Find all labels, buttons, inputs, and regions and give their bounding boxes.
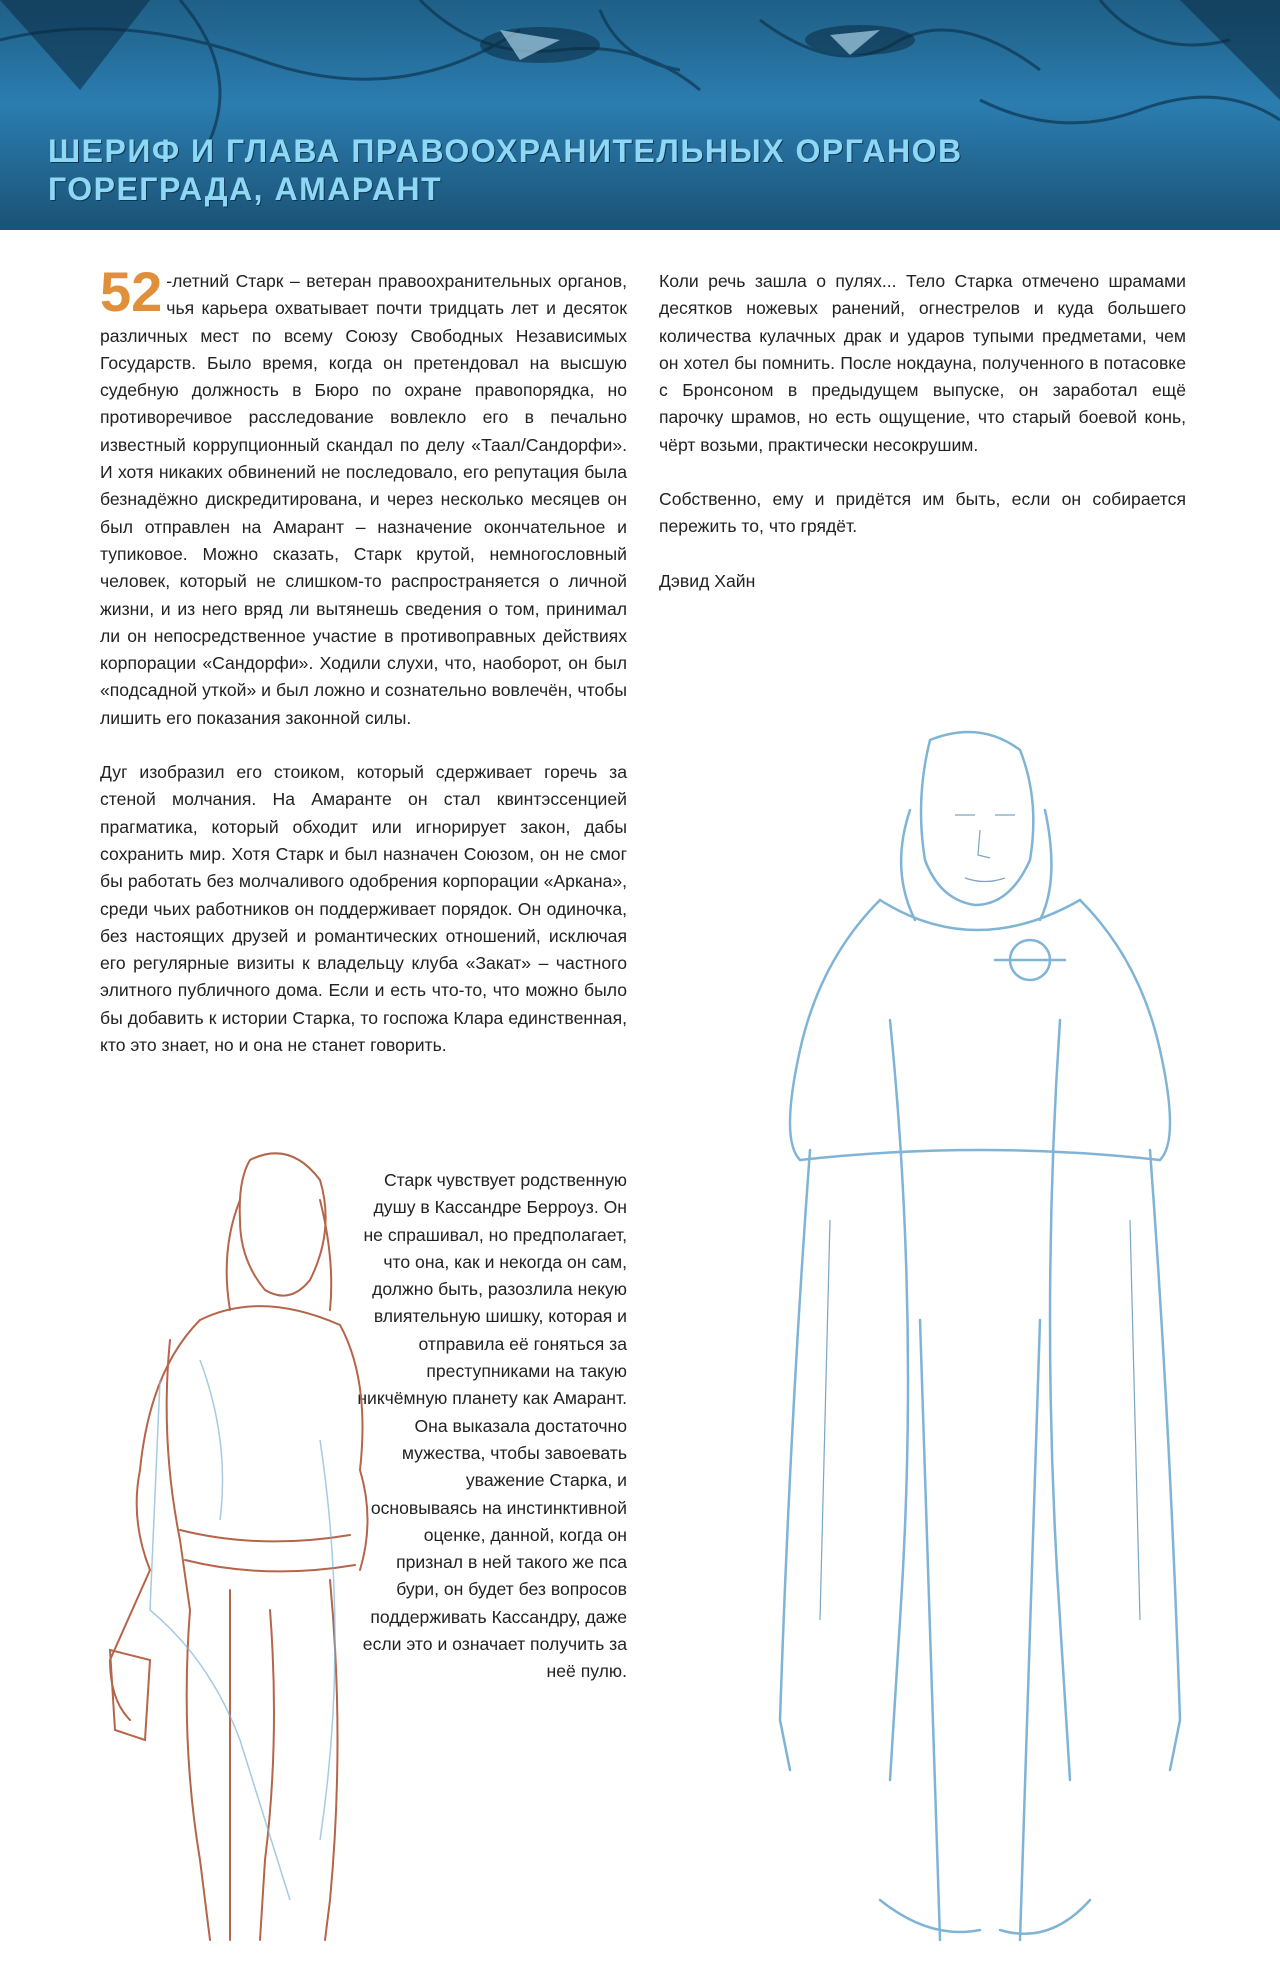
header-banner (0, 0, 1280, 230)
stark-coat-sketch (740, 720, 1200, 1960)
paragraph-scars: Коли речь зашла о пулях... Тело Старка отмечено шрамами десятков ножевых ранений, огнестрелов и куда большего количества кулачных драк и ударов тупыми предметами, чем он хотел бы помнить. После нокдауна, полученного в потасовке с Бронсоном в предыдущем выпуске, он заработал ещё парочку шрамов, но есть ощущение, что старый боевой конь, чёрт возьми, практически несокрушим. (659, 271, 1186, 455)
page-title (48, 132, 963, 208)
paragraph-intro (100, 260, 627, 732)
paragraph-intro-text: -летний Старк – ветеран правоохранительных органов, чья карьера охватывает почти тридцать лет и десяток различных мест по всему Союзу Свободных Независимых Государств. Было время, когда он претендовал на высшую судебную должность в Бюро по охране правопорядка, но противоречивое расследование вовлекло его в печально известный коррупционный скандал по делу «Таал/Сандорфи». И хотя никаких обвинений не последовало, его репутация была безнадёжно дискредитирована, и через несколько месяцев он был отправлен на Амарант – назначение окончательное и тупиковое. Можно сказать, Старк крутой, немногословный человек, который не слишком-то распространяется о личной жизни, и из него вряд ли вытянешь сведения о том, принимал ли он непосредственное участие в противоправных действиях корпорации «Сандорфи». Ходили слухи, что, наоборот, он был «подсадной уткой» и был ложно и сознательно вовлечён, чтобы лишить его показания законной силы. (100, 271, 627, 728)
paragraph-character: Дуг изобразил его стоиком, который сдерживает горечь за стеной молчания. На Амаранте он стал квинтэссенцией прагматика, который обходит или игнорирует закон, дабы сохранить мир. Хотя Старк и был назначен Союзом, он не смог бы работать без молчаливого одобрения корпорации «Аркана», среди чьих работников он поддерживает порядок. Он одиночка, без настоящих друзей и романтических отношений, исключая его регулярные визиты к владельцу клуба «Закат» – частного элитного публичного дома. Если и есть что-то, что можно было бы добавить к истории Старка, то госпожа Клара единственная, кто это знает, но и она не станет говорить. (100, 762, 627, 1056)
paragraph-future: Собственно, ему и придётся им быть, если он собирается пережить то, что грядёт. (659, 489, 1186, 537)
drop-cap: 52 (100, 260, 163, 323)
title-line-1: ШЕРИФ И ГЛАВА ПРАВООХРАНИТЕЛЬНЫХ ОРГАНОВ (48, 133, 963, 169)
stark-casual-sketch (90, 1140, 390, 1960)
article-column-right (659, 268, 1186, 622)
sidebar-caption-text: Старк чувствует родственную душу в Кассандре Берроуз. Он не спрашивал, но предполагает, что она, как и некогда он сам, должно быть, разозлила некую влиятельную шишку, которая и отправила её гоняться за преступниками на такую никчёмную планету как Амарант. Она выказала достаточно мужества, чтобы завоевать уважение Старка, и основываясь на инстинктивной оценке, данной, когда он признал в ней такого же пса бури, он будет без вопросов поддерживать Кассандру, даже если это и означает получить за неё пулю. (357, 1170, 627, 1682)
article-column-left (100, 260, 627, 1086)
sidebar-caption (355, 1167, 627, 1686)
author-credit: Дэвид Хайн (659, 570, 756, 591)
title-line-2: ГОРЕГРАДА, АМАРАНТ (48, 171, 443, 207)
